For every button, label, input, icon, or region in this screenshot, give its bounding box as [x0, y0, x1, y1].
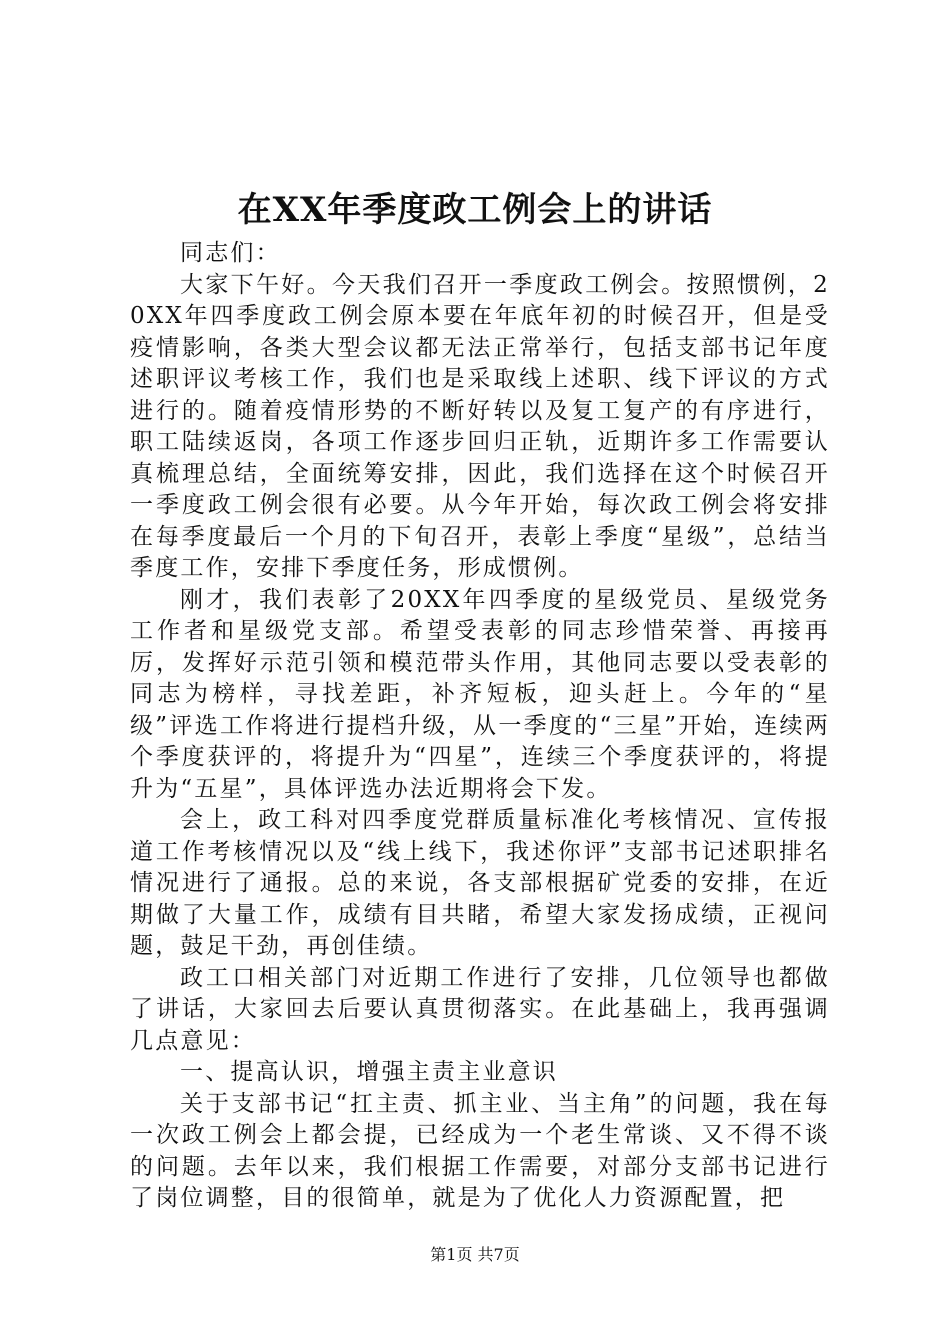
document-body — [130, 238, 830, 1215]
paragraph: 会上，政工科对四季度党群质量标准化考核情况、宣传报道工作考核情况以及“线上线下，我述你评”支部书记述职排名情况进行了通报。总的来说，各支部根据矿党委的安排，在近期做了大量工作，成绩有目共睹，希望大家发扬成绩，正视问题，鼓足干劲，再创佳绩。 — [130, 807, 830, 959]
paragraph: 政工口相关部门对近期工作进行了安排，几位领导也都做了讲话，大家回去后要认真贯彻落实。在此基础上，我再强调几点意见： — [130, 964, 830, 1054]
salutation: 同志们： — [180, 240, 281, 266]
section-heading: 一、提高认识，增强主责主业意识 — [180, 1059, 558, 1085]
document-title: 在XX年季度政工例会上的讲话 — [237, 190, 713, 230]
page-footer: 第1页 共7页 — [430, 1245, 520, 1264]
paragraph: 刚才，我们表彰了20XX年四季度的星级党员、星级党务工作者和星级党支部。希望受表彰的同志珍惜荣誉、再接再厉，发挥好示范引领和模范带头作用，其他同志要以受表彰的同志为榜样，寻找差距，补齐短板，迎头赶上。今年的“星级”评选工作将进行提档升级，从一季度的“三星”开始，连续两个季度获评的，将提升为“四星”，连续三个季度获评的，将提升为“五星”，具体评选办法近期将会下发。 — [130, 586, 830, 802]
paragraph: 大家下午好。今天我们召开一季度政工例会。按照惯例，20XX年四季度政工例会原本要在年底年初的时候召开，但是受疫情影响，各类大型会议都无法正常举行，包括支部书记年度述职评议考核工作，我们也是采取线上述职、线下评议的方式进行的。随着疫情形势的不断好转以及复工复产的有序进行，职工陆续返岗，各项工作逐步回归正轨，近期许多工作需要认真梳理总结，全面统筹安排，因此，我们选择在这个时候召开一季度政工例会很有必要。从今年开始，每次政工例会将安排在每季度最后一个月的下旬召开，表彰上季度“星级”，总结当季度工作，安排下季度任务，形成惯例。 — [130, 271, 830, 581]
paragraph: 关于支部书记“扛主责、抓主业、当主角”的问题，我在每一次政工例会上都会提，已经成为一个老生常谈、又不得不谈的问题。去年以来，我们根据工作需要，对部分支部书记进行了岗位调整，目的很简单，就是为了优化人力资源配置，把 — [130, 1090, 830, 1211]
